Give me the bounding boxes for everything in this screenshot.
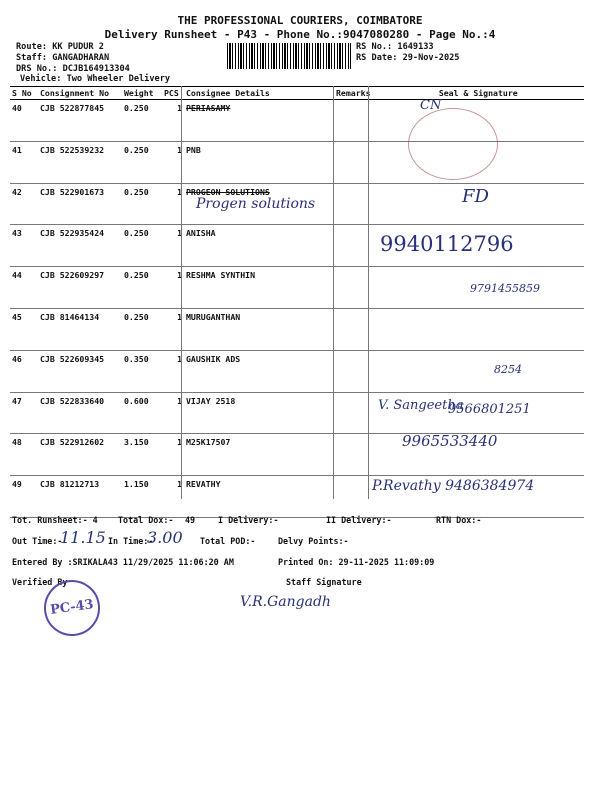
- cell-consignee: PNB: [184, 141, 334, 183]
- cell-consignee: REVATHY: [184, 476, 334, 518]
- in-time-label: In Time:-: [108, 536, 154, 546]
- cell-pcs: 1: [162, 225, 184, 267]
- rs-date: RS Date: 29-Nov-2025: [356, 53, 460, 63]
- col-pcs: PCS: [162, 87, 184, 100]
- handwritten-phone-47: 9566801251: [448, 402, 531, 417]
- cell-consignment: CJB 522609345: [38, 350, 122, 392]
- handwritten-46: 8254: [494, 363, 522, 376]
- cell-remarks: [334, 392, 373, 434]
- cell-consignee: VIJAY 2518: [184, 392, 334, 434]
- cell-pcs: 1: [162, 434, 184, 476]
- cell-pcs: 1: [162, 100, 184, 142]
- col-consignee: Consignee Details: [184, 87, 334, 100]
- table-row: [10, 100, 584, 142]
- tot-runsheet: Tot. Runsheet:- 4: [12, 515, 98, 525]
- cell-consignee: RESHMA SYNTHIN: [184, 267, 334, 309]
- cell-consignee: M25K17507: [184, 434, 334, 476]
- total-dox-label: Total Dox:-: [118, 515, 174, 525]
- cell-pcs: 1: [162, 392, 184, 434]
- cell-consignee: MURUGANTHAN: [184, 308, 334, 350]
- cell-weight: 0.250: [122, 225, 162, 267]
- handwritten-in-time: 3.00: [147, 528, 183, 547]
- handwritten-out-time: 11.15: [60, 528, 106, 547]
- handwritten-phone-44: 9791455859: [470, 282, 540, 295]
- cell-weight: 0.250: [122, 100, 162, 142]
- verified-by: Verified By: [12, 577, 68, 587]
- cell-pcs: 1: [162, 350, 184, 392]
- table-row: [10, 141, 584, 183]
- i-delivery: I Delivery:-: [218, 515, 279, 525]
- cell-pcs: 1: [162, 267, 184, 309]
- cell-weight: 0.600: [122, 392, 162, 434]
- cell-pcs: 1: [162, 183, 184, 225]
- cell-sno: 49: [10, 476, 38, 518]
- cell-remarks: [334, 141, 373, 183]
- col-seal: Seal & Signature: [373, 87, 584, 100]
- col-divider: [181, 86, 182, 499]
- total-dox-value: 49: [185, 515, 196, 525]
- cell-weight: 0.250: [122, 308, 162, 350]
- cell-sno: 46: [10, 350, 38, 392]
- cell-consignment: CJB 522609297: [38, 267, 122, 309]
- handwritten-name-47: V. Sangeetha: [378, 398, 464, 413]
- rtn-dox: RTN Dox:-: [436, 515, 482, 525]
- vehicle-label: Vehicle: Two Wheeler Delivery: [20, 74, 171, 84]
- table-header-row: [10, 87, 584, 100]
- col-remarks: Remarks: [336, 88, 371, 98]
- cell-consignee: ANISHA: [184, 225, 334, 267]
- company-title: THE PROFESSIONAL COURIERS, COIMBATORE: [177, 14, 423, 27]
- pc43-stamp: PC-43: [40, 576, 103, 639]
- cell-remarks: [334, 100, 373, 142]
- handwritten-phone-48: 9965533440: [402, 432, 498, 450]
- ii-delivery: II Delivery:-: [326, 515, 392, 525]
- cell-consignment: CJB 522539232: [38, 141, 122, 183]
- cell-consignment: CJB 522877845: [38, 100, 122, 142]
- col-divider: [368, 86, 369, 499]
- cell-remarks: [334, 183, 373, 225]
- handwritten-cn: CN: [420, 98, 442, 113]
- runsheet-subtitle: Delivery Runsheet - P43 - Phone No.:9047080280 - Page No.:4: [104, 28, 496, 41]
- barcode: [227, 43, 351, 69]
- total-pod: Total POD:-: [200, 536, 256, 546]
- cell-sno: 43: [10, 225, 38, 267]
- cell-consignment: CJB 522833640: [38, 392, 122, 434]
- cell-weight: 0.250: [122, 183, 162, 225]
- col-weight: Weight: [122, 87, 162, 100]
- company-seal: [408, 108, 498, 180]
- cell-sno: 41: [10, 141, 38, 183]
- entered-by: Entered By :SRIKALA43 11/29/2025 11:06:20 AM: [12, 557, 234, 567]
- cell-consignment: CJB 81464134: [38, 308, 122, 350]
- handwritten-fd: FD: [462, 186, 489, 207]
- cell-weight: 0.250: [122, 267, 162, 309]
- cell-consignment: CJB 522935424: [38, 225, 122, 267]
- cell-seal: [373, 308, 584, 350]
- out-time-label: Out Time:-: [12, 536, 63, 546]
- cell-consignee: GAUSHIK ADS: [184, 350, 334, 392]
- col-consignment: Consignment No: [38, 87, 122, 100]
- cell-pcs: 1: [162, 308, 184, 350]
- cell-sno: 48: [10, 434, 38, 476]
- cell-consignment: CJB 522901673: [38, 183, 122, 225]
- cell-sno: 40: [10, 100, 38, 142]
- cell-sno: 42: [10, 183, 38, 225]
- cell-remarks: [334, 267, 373, 309]
- col-sno: S No: [10, 87, 38, 100]
- cell-remarks: [334, 308, 373, 350]
- staff-signature-label: Staff Signature: [286, 577, 362, 587]
- runsheet-table: [10, 86, 584, 518]
- cell-weight: 0.350: [122, 350, 162, 392]
- staff-label: Staff: GANGADHARAN: [16, 53, 110, 63]
- printed-on: Printed On: 29-11-2025 11:09:09: [278, 557, 435, 567]
- cell-remarks: [334, 225, 373, 267]
- handwritten-phone-43: 9940112796: [380, 232, 514, 256]
- cell-weight: 3.150: [122, 434, 162, 476]
- cell-consignment: CJB 81212713: [38, 476, 122, 518]
- cell-remarks: [334, 476, 373, 518]
- delvy-points: Delvy Points:-: [278, 536, 349, 546]
- cell-remarks: [334, 350, 373, 392]
- table-row: [10, 308, 584, 350]
- staff-signature: V.R.Gangadh: [240, 594, 331, 610]
- cell-remarks: [334, 434, 373, 476]
- cell-pcs: 1: [162, 141, 184, 183]
- handwritten-49: P.Revathy 9486384974: [372, 478, 535, 494]
- col-divider: [333, 86, 334, 499]
- cell-sno: 45: [10, 308, 38, 350]
- rs-number: RS No.: 1649133: [356, 42, 434, 52]
- cell-sno: 44: [10, 267, 38, 309]
- cell-weight: 0.250: [122, 141, 162, 183]
- cell-consignee: PERIASAMY: [184, 100, 334, 142]
- cell-weight: 1.150: [122, 476, 162, 518]
- cell-pcs: 1: [162, 476, 184, 518]
- cell-sno: 47: [10, 392, 38, 434]
- cell-consignee: PROGEON SOLUTIONS: [184, 183, 334, 225]
- table-row: [10, 434, 584, 476]
- cell-consignment: CJB 522912602: [38, 434, 122, 476]
- route-label: Route: KK PUDUR 2: [16, 42, 104, 52]
- handwritten-progen: Progen solutions: [196, 196, 316, 212]
- drs-number: DRS No.: DCJB164913304: [16, 64, 130, 74]
- cell-seal: [373, 350, 584, 392]
